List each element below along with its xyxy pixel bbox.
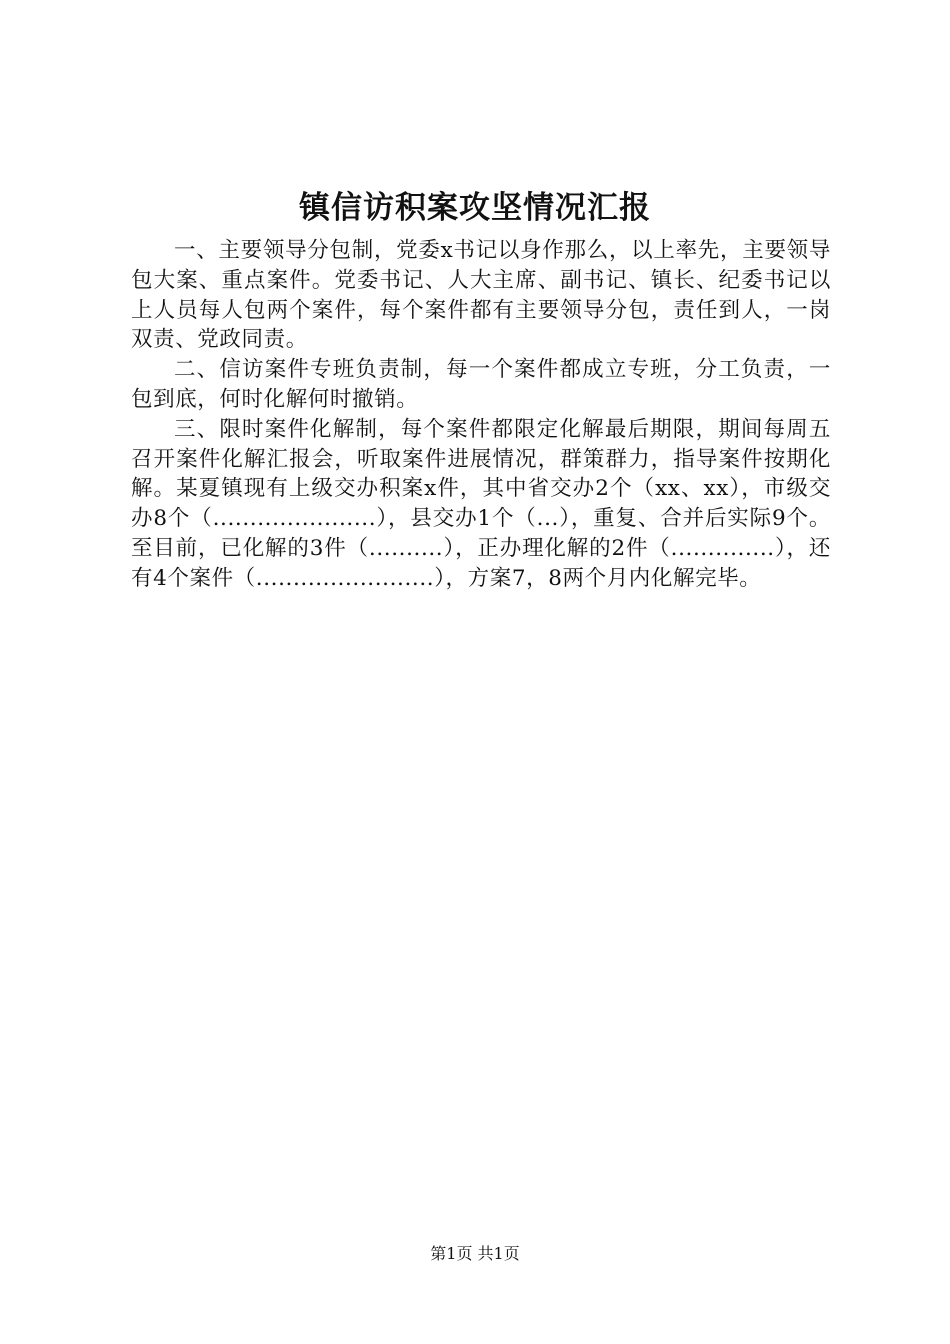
page-number-footer: 第1页 共1页: [430, 1244, 520, 1263]
document-body: [131, 236, 831, 594]
paragraph-3: 三、限时案件化解制，每个案件都限定化解最后期限，期间每周五召开案件化解汇报会，听取案件进展情况，群策群力，指导案件按期化解。某夏镇现有上级交办积案x件，其中省交办2个（xx、xx），市级交办8个（......................），县交办1个（...），重复、合并后实际9个。至目前，已化解的3件（..........），正办理化解的2件（..............），还有4个案件（........................），方案7，8两个月内化解完毕。: [131, 416, 831, 591]
document-title: 镇信访积案攻坚情况汇报: [299, 190, 651, 226]
paragraph-1: 一、主要领导分包制，党委x书记以身作那么，以上率先，主要领导包大案、重点案件。党委书记、人大主席、副书记、镇长、纪委书记以上人员每人包两个案件，每个案件都有主要领导分包，责任到人，一岗双责、党政同责。: [131, 238, 831, 353]
paragraph-2: 二、信访案件专班负责制，每一个案件都成立专班，分工负责，一包到底，何时化解何时撤销。: [131, 357, 831, 412]
